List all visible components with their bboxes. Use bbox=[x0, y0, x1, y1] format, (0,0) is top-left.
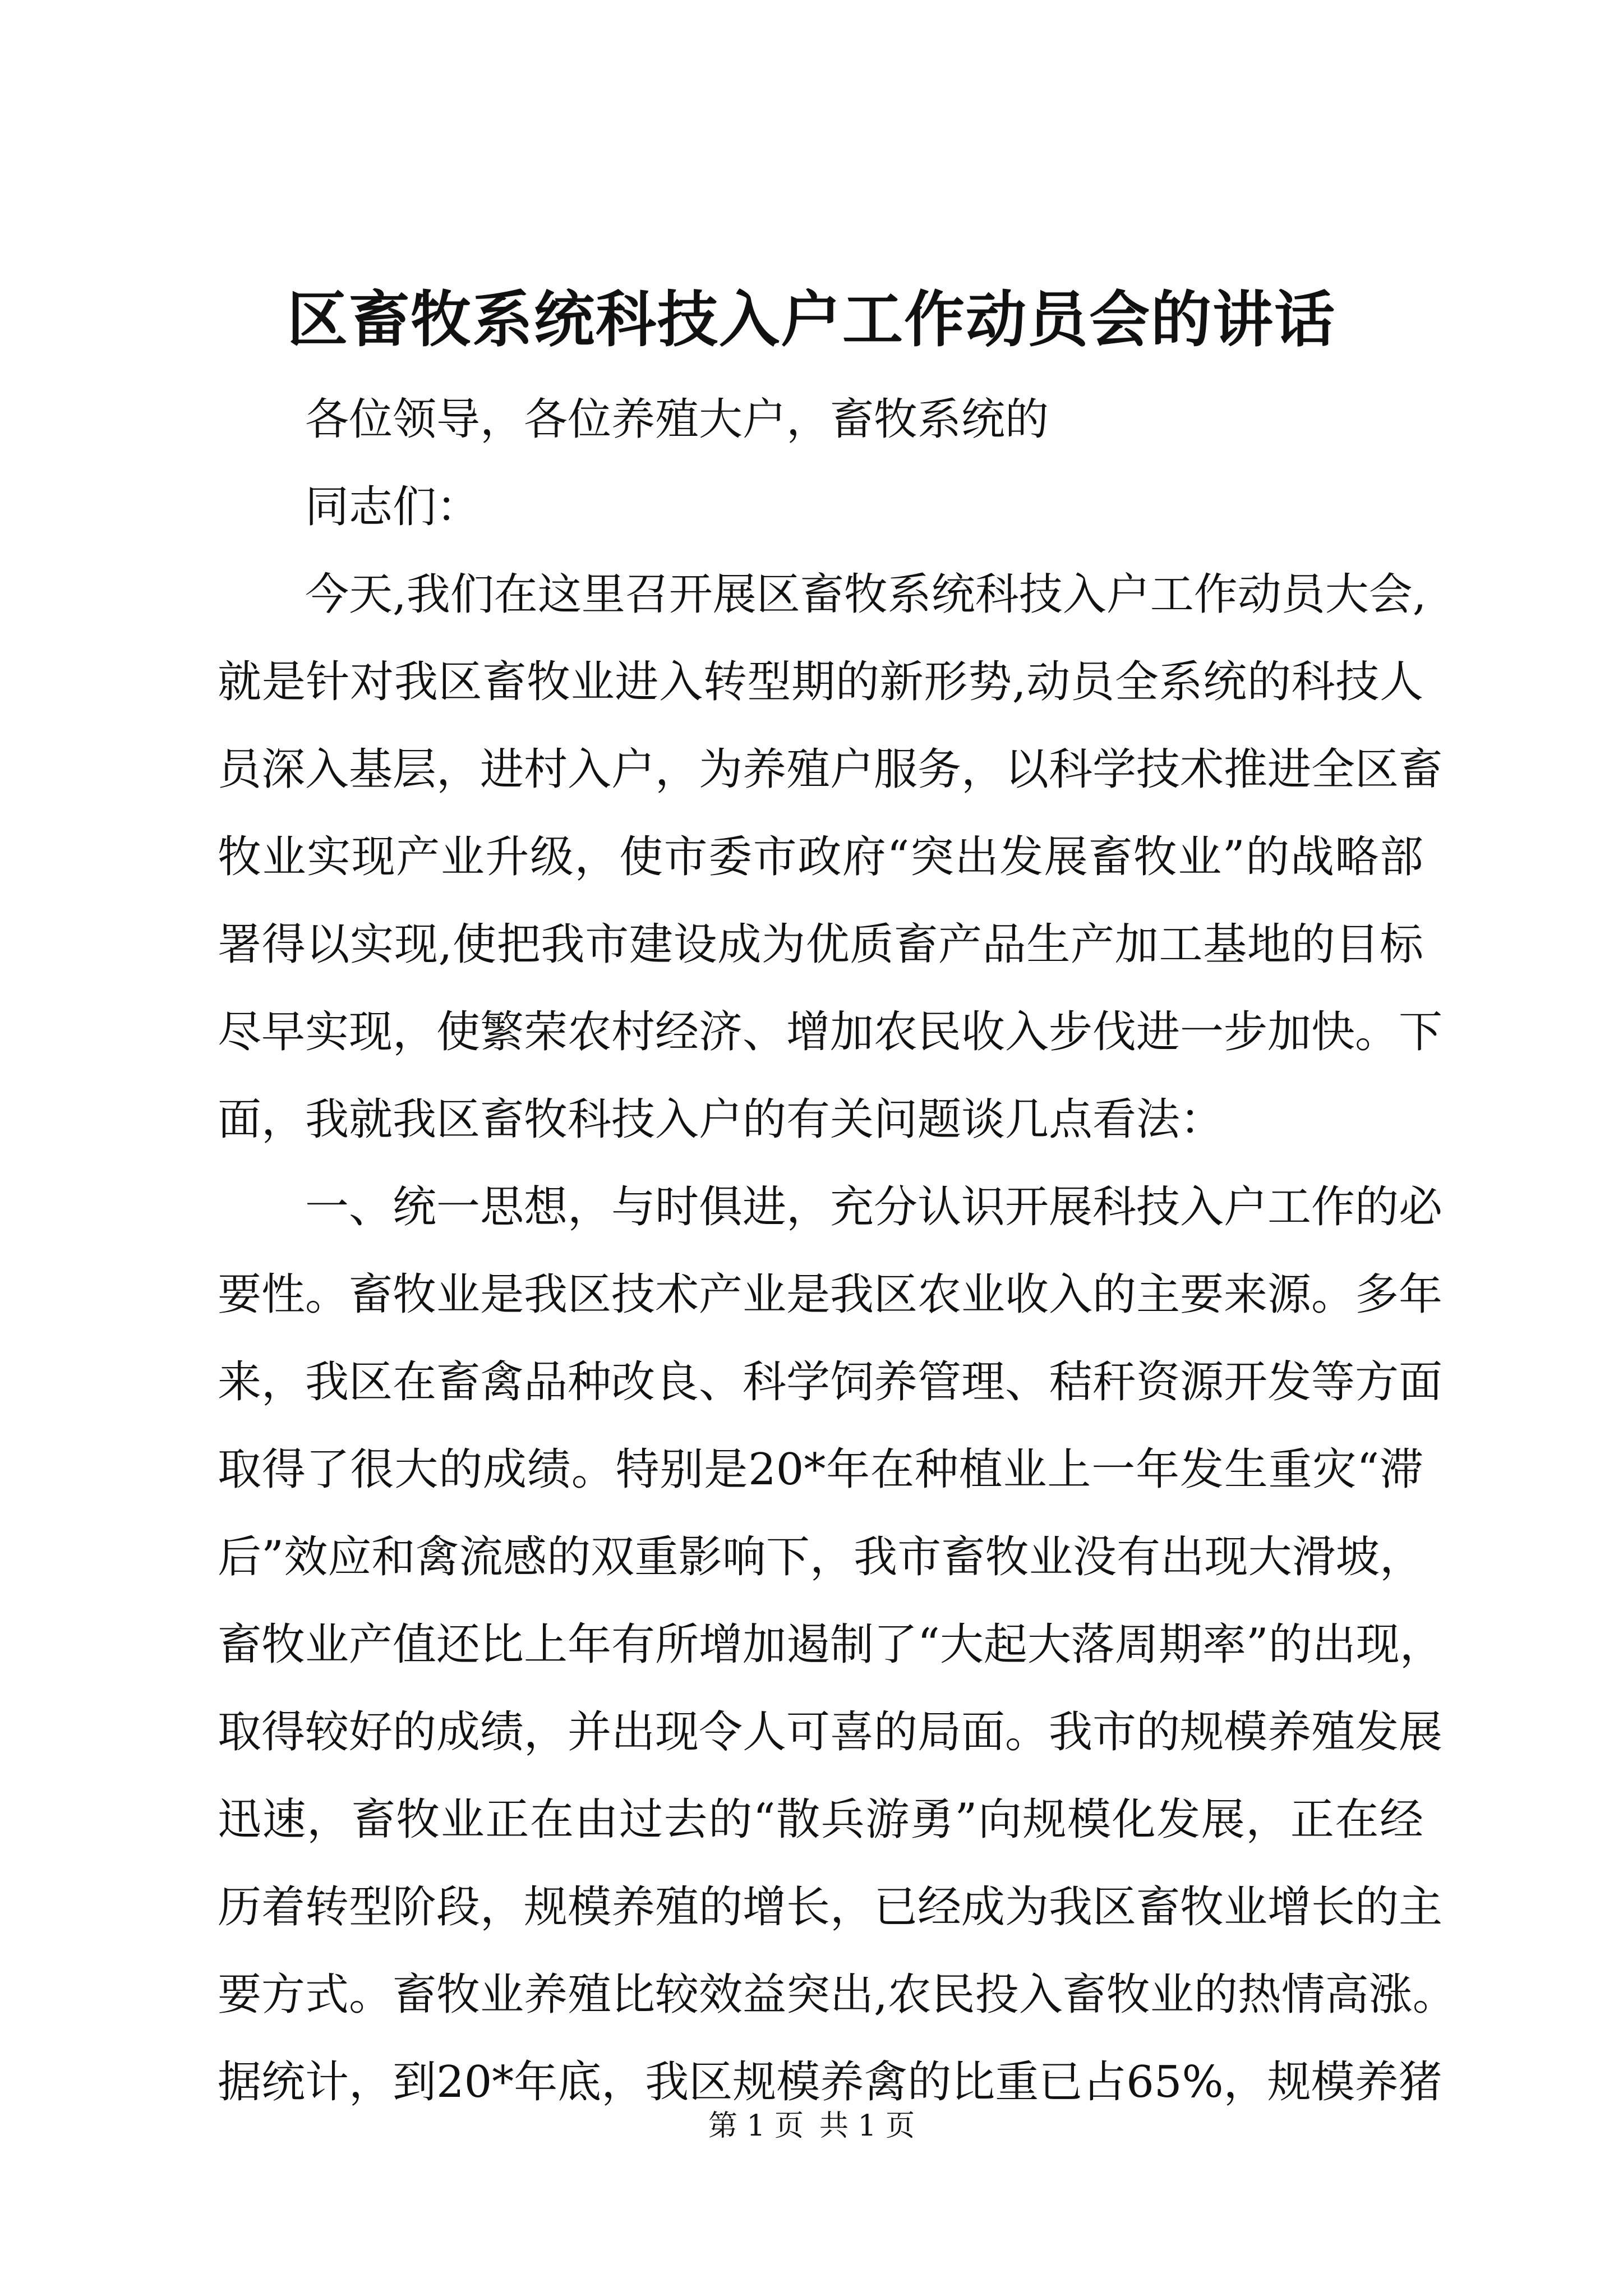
paragraph-line: 畜牧业产值还比上年有所增加遏制了“大起大落周期率”的出现， bbox=[218, 1619, 1444, 1670]
paragraph-line: 历着转型阶段，规模养殖的增长，已经成为我区畜牧业增长的主 bbox=[218, 1882, 1443, 1932]
paragraph-line: 据统计，到20*年底，我区规模养禽的比重已占65%，规模养猪 bbox=[218, 2057, 1442, 2108]
document-title: 区畜牧系统科技入户工作动员会的讲话 bbox=[287, 284, 1336, 355]
paragraph-line: 要性。畜牧业是我区技术产业是我区农业收入的主要来源。多年 bbox=[218, 1269, 1443, 1320]
paragraph-line: 一、统一思想，与时俱进，充分认识开展科技入户工作的必 bbox=[305, 1182, 1443, 1232]
document-body bbox=[218, 376, 1456, 2126]
paragraph-line: 后”效应和禽流感的双重影响下，我市畜牧业没有出现大滑坡， bbox=[218, 1532, 1423, 1582]
paragraph-line: 取得了很大的成绩。特别是20*年在种植业上一年发生重灾“滞 bbox=[218, 1444, 1423, 1495]
paragraph-line: 迅速，畜牧业正在由过去的“散兵游勇”向规模化发展，正在经 bbox=[218, 1795, 1423, 1845]
paragraph-line: 就是针对我区畜牧业进入转型期的新形势,动员全系统的科技人 bbox=[218, 657, 1423, 707]
paragraph-line: 员深入基层，进村入户，为养殖户服务，以科学技术推进全区畜 bbox=[218, 744, 1443, 795]
paragraph-line: 取得较好的成绩，并出现令人可喜的局面。我市的规模养殖发展 bbox=[218, 1707, 1443, 1757]
paragraph-line: 署得以实现,使把我市建设成为优质畜产品生产加工基地的目标 bbox=[218, 919, 1423, 970]
paragraph-line: 今天,我们在这里召开展区畜牧系统科技入户工作动员大会, bbox=[305, 569, 1427, 620]
paragraph-line: 来，我区在畜禽品种改良、科学饲养管理、秸秆资源开发等方面 bbox=[218, 1357, 1443, 1407]
page-total: 共 1 页 bbox=[819, 2109, 915, 2143]
greeting-line: 同志们： bbox=[305, 482, 481, 532]
paragraph-line: 尽早实现，使繁荣农村经济、增加农民收入步伐进一步加快。下 bbox=[218, 1007, 1443, 1057]
page-footer bbox=[0, 2106, 1623, 2146]
paragraph-line: 要方式。畜牧业养殖比较效益突出,农民投入畜牧业的热情高涨。 bbox=[218, 1970, 1456, 2020]
paragraph-line: 面，我就我区畜牧科技入户的有关问题谈几点看法： bbox=[218, 1094, 1224, 1145]
page-number: 第 1 页 bbox=[708, 2109, 804, 2143]
paragraph-line: 牧业实现产业升级，使市委市政府“突出发展畜牧业”的战略部 bbox=[218, 832, 1423, 882]
greeting-line: 各位领导，各位养殖大户，畜牧系统的 bbox=[305, 394, 1049, 445]
